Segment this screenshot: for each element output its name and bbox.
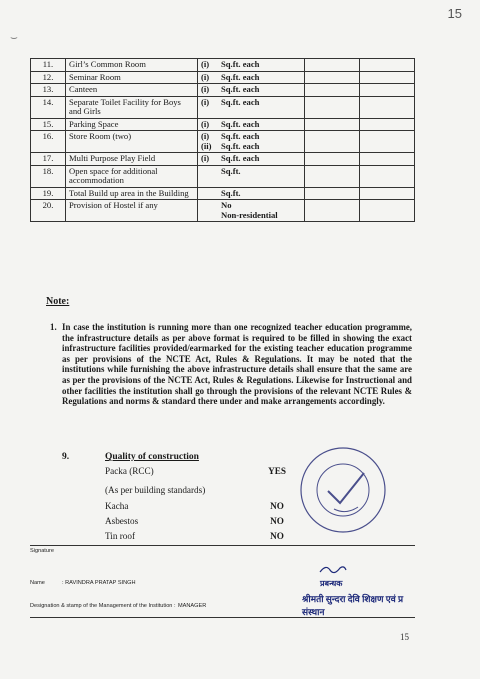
row-number: 16. — [31, 131, 66, 153]
hindi-stamp-title: प्रबन्धक — [320, 579, 343, 588]
blank-cell — [305, 84, 360, 97]
designation-label: Designation & stamp of the Management of the Institution : — [30, 603, 176, 609]
note-number: 1. — [50, 322, 57, 332]
row-item: Girl’s Common Room — [66, 59, 198, 72]
unit-text: Non-residential — [221, 209, 278, 220]
quality-item-label: Asbestos — [105, 516, 139, 526]
blank-cell — [305, 71, 360, 84]
page-number: 15 — [400, 632, 409, 642]
row-number: 11. — [31, 59, 66, 72]
unit-text: Sq.ft. each — [221, 118, 260, 129]
blank-cell — [360, 153, 415, 166]
blank-cell — [305, 200, 360, 222]
row-number: 17. — [31, 153, 66, 166]
unit-mark: (i) — [201, 71, 210, 82]
footer-line — [30, 617, 415, 618]
unit-text: Sq.ft. each — [221, 71, 260, 82]
blank-cell — [305, 118, 360, 131]
infrastructure-table — [30, 58, 415, 222]
row-unit — [198, 131, 305, 153]
handwritten-page-number: 15 — [447, 6, 462, 21]
unit-text: Sq.ft. each — [221, 59, 260, 69]
row-unit — [198, 165, 305, 187]
table-row — [31, 71, 415, 84]
unit-text: Sq.ft. each — [221, 96, 260, 107]
unit-mark: (i) — [201, 96, 210, 107]
table-row — [31, 84, 415, 97]
unit-mark: (i) — [201, 59, 210, 69]
table-row — [31, 59, 415, 72]
unit-mark: (i) — [201, 118, 210, 129]
row-item: Open space for additional accommodation — [66, 165, 198, 187]
unit-line — [201, 167, 301, 177]
hindi-stamp-line: श्रीमती सुन्दरा देवि शिक्षण एवं प्र संस्थान — [302, 594, 404, 617]
table-row — [31, 200, 415, 222]
notary-stamp — [298, 445, 388, 535]
unit-mark: (i) — [201, 153, 210, 163]
unit-line — [201, 142, 301, 152]
table-row — [31, 187, 415, 200]
table-row — [31, 165, 415, 187]
quality-item-label: Kacha — [105, 501, 129, 511]
blank-cell — [360, 71, 415, 84]
row-unit — [198, 59, 305, 72]
unit-text: Sq.ft. — [221, 165, 241, 176]
designation-value: MANAGER — [178, 603, 207, 609]
blank-cell — [360, 131, 415, 153]
unit-mark: (i) — [201, 84, 210, 94]
note-paragraph — [50, 322, 412, 407]
blank-cell — [305, 165, 360, 187]
table-row — [31, 131, 415, 153]
unit-text: Sq.ft. each — [221, 84, 260, 94]
blank-cell — [305, 187, 360, 200]
blank-cell — [305, 131, 360, 153]
row-item: Separate Toilet Facility for Boys and Girls — [66, 96, 198, 118]
unit-mark: (i) — [201, 131, 210, 141]
row-unit — [198, 118, 305, 131]
signature-label: Signature — [30, 548, 54, 554]
unit-mark: (ii) — [201, 140, 212, 151]
blank-cell — [360, 187, 415, 200]
note-heading: Note: — [46, 296, 70, 307]
table-row — [31, 96, 415, 118]
quality-item-value: NO — [270, 531, 284, 541]
row-number: 14. — [31, 96, 66, 118]
row-unit — [198, 187, 305, 200]
row-number: 19. — [31, 187, 66, 200]
row-item: Provision of Hostel if any — [66, 200, 198, 222]
quality-number: 9. — [62, 452, 70, 462]
name-value: : RAVINDRA PRATAP SINGH — [62, 580, 136, 586]
unit-text: Sq.ft. each — [221, 131, 260, 141]
row-item: Canteen — [66, 84, 198, 97]
row-unit — [198, 71, 305, 84]
row-item: Total Build up area in the Building — [66, 187, 198, 200]
pencil-mark: ⌣ — [10, 30, 18, 44]
quality-title: Quality of construction — [105, 452, 199, 462]
row-unit — [198, 200, 305, 222]
table-row — [31, 118, 415, 131]
quality-item-label: Tin roof — [105, 531, 136, 541]
quality-item-label: Packa (RCC) — [105, 466, 154, 476]
row-unit — [198, 153, 305, 166]
row-item: Parking Space — [66, 118, 198, 131]
unit-line — [201, 189, 301, 199]
unit-line — [201, 120, 301, 130]
quality-item-value: NO — [270, 501, 284, 511]
unit-line — [201, 73, 301, 83]
row-unit — [198, 84, 305, 97]
note-text: In case the institution is running more than one recognized teacher education programme, the infrastructure details as per above format is required to be filled in showing the exact infrastructure facilities provided/earmarked for the existing teacher education programme as per provisions of the NCTE Act, Rules & Regulations. It may be noted that the institutions while furnishing the above infrastructure details shall ensure that the same are as per the provisions of the NCTE Act, Rules & Regulations. Likewise for Instructional and other facilities the institution shall go through the provisions of the relevant NCTE Rules & Regulations and norms & standard there under and make arrangements accordingly. — [62, 322, 412, 407]
unit-line — [201, 98, 301, 108]
quality-item-value: YES — [268, 466, 286, 476]
unit-line — [201, 211, 301, 221]
blank-cell — [360, 118, 415, 131]
blank-cell — [305, 153, 360, 166]
blank-cell — [360, 59, 415, 72]
unit-line — [201, 60, 301, 70]
table-row — [31, 153, 415, 166]
row-number: 18. — [31, 165, 66, 187]
name-label: Name — [30, 580, 45, 586]
blank-cell — [360, 96, 415, 118]
blank-cell — [360, 165, 415, 187]
row-number: 12. — [31, 71, 66, 84]
unit-text: Sq.ft. each — [221, 140, 260, 151]
row-number: 15. — [31, 118, 66, 131]
row-item: Seminar Room — [66, 71, 198, 84]
manager-signature — [318, 562, 348, 576]
unit-line — [201, 85, 301, 95]
row-item: Multi Purpose Play Field — [66, 153, 198, 166]
row-number: 20. — [31, 200, 66, 222]
quality-item-value: NO — [270, 516, 284, 526]
quality-item-label: (As per building standards) — [105, 485, 206, 495]
blank-cell — [360, 84, 415, 97]
row-unit — [198, 96, 305, 118]
blank-cell — [305, 59, 360, 72]
unit-line — [201, 154, 301, 164]
signature-line — [30, 545, 415, 546]
unit-text: Sq.ft. — [221, 187, 241, 198]
row-number: 13. — [31, 84, 66, 97]
unit-text: Sq.ft. each — [221, 153, 260, 163]
blank-cell — [305, 96, 360, 118]
blank-cell — [360, 200, 415, 222]
row-item: Store Room (two) — [66, 131, 198, 153]
unit-text: No — [221, 200, 232, 210]
